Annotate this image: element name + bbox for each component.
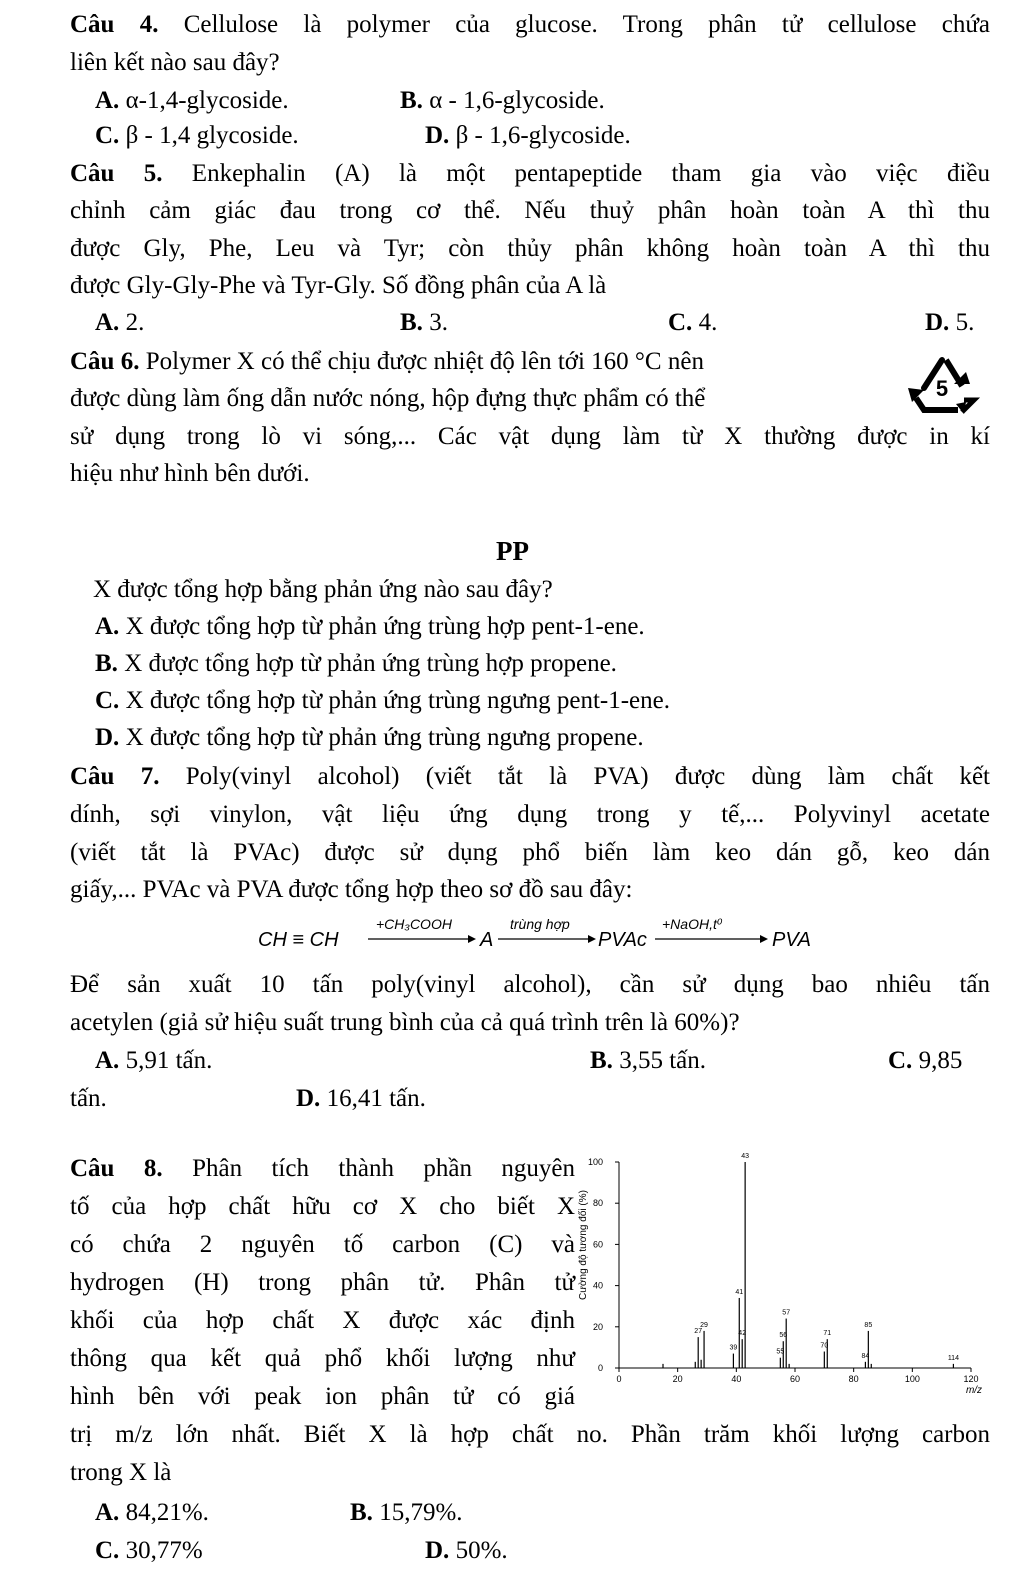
q7-line-1: Câu 7. Poly(vinyl alcohol) (viết tắt là PVA) được dùng làm chất kết [70, 763, 990, 790]
reaction-scheme [0, 916, 1025, 956]
x-tick-label: 100 [904, 1374, 920, 1384]
q5-line-2: chỉnh cảm giác đau trong cơ thể. Nếu thuỷ phân hoàn toàn A thì thu [70, 197, 990, 224]
q6-question: X được tổng hợp bằng phản ứng nào sau đây? [93, 576, 553, 603]
peak-label-85: 85 [864, 1321, 873, 1329]
scheme-arrow-3-label: +NaOH,t⁰ [662, 916, 723, 932]
q5-line-1: Câu 5. Enkephalin (A) là một pentapeptide tham gia vào việc điều [70, 160, 990, 187]
peak-label-55: 55 [776, 1348, 785, 1356]
q8-option-b: B. 15,79%. [350, 1499, 463, 1526]
peak-label-27: 27 [694, 1328, 703, 1336]
peak-label-71: 71 [823, 1330, 832, 1338]
chart-y-axis-label: Cường độ tương đối (%) [578, 1190, 589, 1300]
scheme-start: CH ≡ CH [258, 929, 339, 951]
peak-label-56: 56 [779, 1332, 788, 1340]
peak-label-114: 114 [947, 1354, 959, 1362]
peak-label-29: 29 [700, 1321, 708, 1329]
scheme-arrowhead-2 [588, 935, 596, 943]
q6-line-1: Câu 6. Polymer X có thể chịu được nhiệt độ lên tới 160 °C nên [70, 348, 704, 375]
q5-line-3: được Gly, Phe, Leu và Tyr; còn thủy phân không hoàn toàn A thì thu [70, 235, 990, 262]
y-tick-label: 60 [592, 1239, 603, 1250]
q4-option-b: B. α - 1,6-glycoside. [400, 87, 605, 114]
q4-option-d: D. β - 1,6-glycoside. [425, 122, 631, 149]
q6-line-4: hiệu như hình bên dưới. [70, 460, 310, 487]
q4-label: Câu 4. [70, 11, 159, 38]
q7-option-c: C. 9,85 [888, 1047, 963, 1074]
q7-line-6: acetylen (giả sử hiệu suất trung bình của cả quá trình trên là 60%)? [70, 1009, 740, 1036]
q6-label: Câu 6. [70, 348, 140, 375]
q6-line-2: được dùng làm ống dẫn nước nóng, hộp đựng thực phẩm có thể [70, 385, 706, 412]
scheme-mid-2: PVAc [598, 929, 647, 951]
q5-option-b: B. 3. [400, 309, 448, 336]
x-tick-label: 20 [672, 1374, 683, 1384]
peak-label-84: 84 [861, 1352, 870, 1360]
q7-option-b: B. 3,55 tấn. [590, 1047, 706, 1074]
y-tick-label: 100 [587, 1157, 603, 1167]
q8-line-2: tố của hợp chất hữu cơ X cho biết X [70, 1193, 575, 1220]
chart-peak-labels [694, 1153, 959, 1362]
q8-line-5: khối của hợp chất X được xác định [70, 1307, 575, 1334]
scheme-arrow-1-label: +CH₃COOH [376, 916, 452, 932]
q7-line-4: giấy,... PVAc và PVA được tổng hợp theo sơ đồ sau đây: [70, 876, 633, 903]
q7-label: Câu 7. [70, 763, 160, 790]
peak-label-42: 42 [738, 1330, 747, 1338]
peak-label-41: 41 [735, 1288, 744, 1296]
chart-peaks [663, 1162, 953, 1368]
chart-x-axis-label: m/z [965, 1385, 983, 1396]
pp-symbol-label: PP [496, 536, 529, 566]
q6-option-d: D. X được tổng hợp từ phản ứng trùng ngưng propene. [95, 724, 644, 751]
q5-line-4: được Gly-Gly-Phe và Tyr-Gly. Số đồng phân của A là [70, 272, 607, 299]
q8-line-9: trong X là [70, 1459, 172, 1486]
q8-label: Câu 8. [70, 1155, 163, 1182]
scheme-end: PVA [772, 929, 811, 951]
scheme-arrowhead-1 [468, 935, 476, 943]
peak-label-43: 43 [741, 1153, 750, 1160]
q6-option-b: B. X được tổng hợp từ phản ứng trùng hợp propene. [95, 650, 617, 677]
scheme-arrow-2-label: trùng hợp [510, 916, 570, 932]
q4-line-2: liên kết nào sau đây? [70, 49, 280, 76]
q8-line-8: trị m/z lớn nhất. Biết X là hợp chất no. Phần trăm khối lượng carbon [70, 1421, 990, 1448]
q5-option-c: C. 4. [668, 309, 718, 336]
scheme-arrowhead-3 [760, 935, 768, 943]
q8-line-3: có chứa 2 nguyên tố carbon (C) và [70, 1231, 575, 1258]
q4-option-a: A. α-1,4-glycoside. [95, 87, 289, 114]
scheme-mid-1: A [480, 929, 494, 951]
y-tick-label: 40 [592, 1280, 603, 1291]
q4-option-c: C. β - 1,4 glycoside. [95, 122, 299, 149]
x-tick-label: 60 [789, 1374, 801, 1384]
q7-line-3: (viết tắt là PVAc) được sử dụng phổ biến làm keo dán gỗ, keo dán [70, 839, 990, 866]
x-tick-label: 80 [848, 1374, 859, 1384]
mass-spectrum-chart [575, 1150, 995, 1400]
q7-option-c-cont: tấn. [70, 1085, 107, 1112]
q6-option-c: C. X được tổng hợp từ phản ứng trùng ngưng pent-1-ene. [95, 687, 670, 714]
x-tick-label: 120 [963, 1374, 979, 1384]
recycle-symbol-icon [902, 354, 982, 414]
q8-line-4: hydrogen (H) trong phân tử. Phân tử [70, 1269, 575, 1296]
q6-line-3: sử dụng trong lò vi sóng,... Các vật dụng làm từ X thường được in kí [70, 423, 990, 450]
x-tick-label: 0 [616, 1374, 622, 1384]
y-tick-label: 0 [597, 1363, 603, 1373]
recycle-number: 5 [935, 376, 949, 401]
peak-label-70: 70 [820, 1342, 829, 1350]
q4-line-1: Câu 4. Cellulose là polymer của glucose. Trong phân tử cellulose chứa [70, 11, 990, 38]
q8-line-1: Câu 8. Phân tích thành phần nguyên [70, 1155, 575, 1182]
q5-label: Câu 5. [70, 160, 163, 187]
peak-label-57: 57 [782, 1309, 791, 1317]
q7-line-2: dính, sợi vinylon, vật liệu ứng dụng trong y tế,... Polyvinyl acetate [70, 801, 990, 828]
q7-option-a: A. 5,91 tấn. [95, 1047, 213, 1074]
peak-label-39: 39 [729, 1344, 738, 1352]
q8-line-7: hình bên với peak ion phân tử có giá [70, 1383, 575, 1410]
x-tick-label: 40 [731, 1374, 742, 1384]
q6-option-a: A. X được tổng hợp từ phản ứng trùng hợp pent-1-ene. [95, 613, 645, 640]
q8-line-6: thông qua kết quả phổ khối lượng như [70, 1345, 575, 1372]
y-tick-label: 20 [592, 1321, 603, 1332]
q7-option-d: D. 16,41 tấn. [296, 1085, 426, 1112]
q5-option-d: D. 5. [925, 309, 975, 336]
q7-line-5: Để sản xuất 10 tấn poly(vinyl alcohol), cần sử dụng bao nhiêu tấn [70, 971, 990, 998]
q5-option-a: A. 2. [95, 309, 145, 336]
q8-option-d: D. 50%. [425, 1537, 508, 1564]
y-tick-label: 80 [592, 1198, 603, 1209]
q8-option-a: A. 84,21%. [95, 1499, 209, 1526]
q8-option-c: C. 30,77% [95, 1537, 203, 1564]
